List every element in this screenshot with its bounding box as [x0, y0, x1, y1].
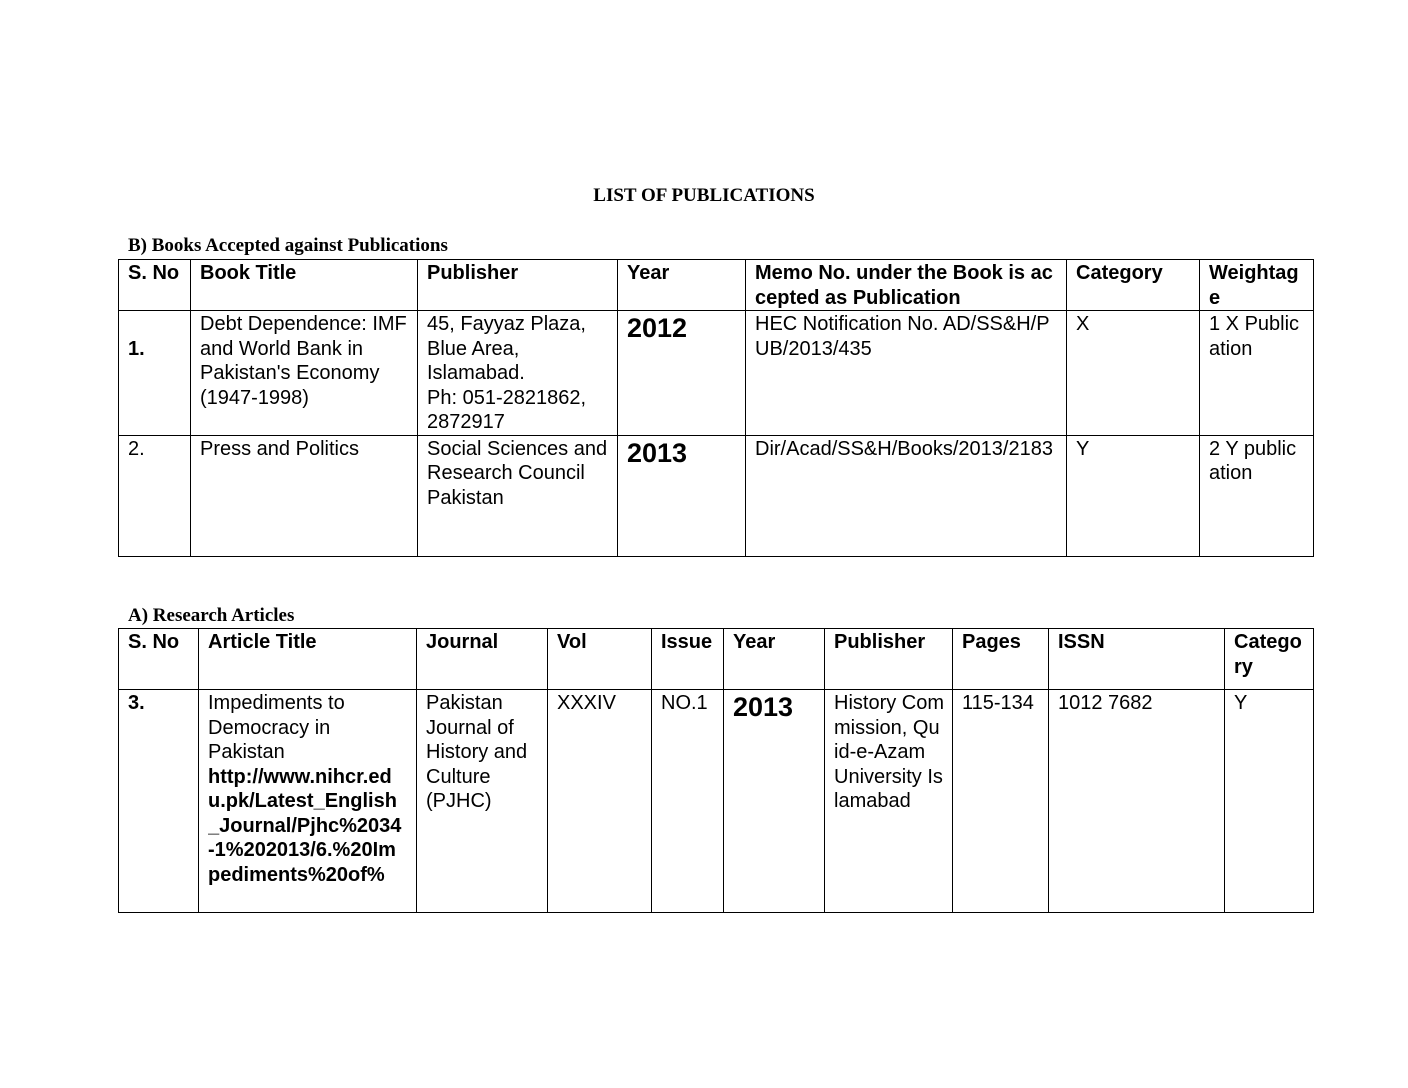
header-year: Year: [724, 629, 825, 690]
books-section-heading: B) Books Accepted against Publications: [128, 235, 448, 256]
articles-section-heading: A) Research Articles: [128, 605, 295, 626]
header-weightage: Weightage: [1200, 260, 1314, 311]
article-url-link[interactable]: http://www.nihcr.edu.pk/Latest_English_Journal/Pjhc%2034-1%202013/6.%20Impediments%20of%: [208, 765, 402, 886]
cell-category: Y: [1225, 690, 1314, 913]
header-book-title: Book Title: [191, 260, 418, 311]
header-category: Category: [1225, 629, 1314, 690]
article-title-text: Impediments to Democracy in Pakistan: [208, 692, 345, 763]
cell-publisher: [418, 311, 618, 436]
cell-category: X: [1067, 311, 1200, 436]
cell-year: 2013: [618, 435, 746, 556]
cell-sno: 3.: [119, 690, 199, 913]
cell-book-title: Debt Dependence: IMF and World Bank in Pakistan's Economy (1947-1998): [191, 311, 418, 436]
header-memo: Memo No. under the Book is accepted as Publication: [746, 260, 1067, 311]
page-title: LIST OF PUBLICATIONS: [593, 185, 815, 206]
cell-publisher: Social Sciences and Research Council Pakistan: [418, 435, 618, 556]
header-vol: Vol: [548, 629, 652, 690]
books-table: [118, 259, 1314, 557]
cell-weightage: 1 X Publication: [1200, 311, 1314, 436]
cell-issn: 1012 7682: [1049, 690, 1225, 913]
header-issue: Issue: [652, 629, 724, 690]
header-sno: S. No: [119, 260, 191, 311]
header-publisher: Publisher: [825, 629, 953, 690]
cell-year: 2012: [618, 311, 746, 436]
books-header-row: [119, 260, 1314, 311]
cell-year: 2013: [724, 690, 825, 913]
header-year: Year: [618, 260, 746, 311]
cell-publisher: History Commission, Quid-e-Azam University Islamabad: [825, 690, 953, 913]
table-row: [119, 435, 1314, 556]
cell-issue: NO.1: [652, 690, 724, 913]
header-article-title: Article Title: [199, 629, 417, 690]
articles-header-row: [119, 629, 1314, 690]
header-category: Category: [1067, 260, 1200, 311]
table-row: [119, 690, 1314, 913]
articles-table: [118, 628, 1314, 913]
cell-category: Y: [1067, 435, 1200, 556]
header-pages: Pages: [953, 629, 1049, 690]
cell-memo: Dir/Acad/SS&H/Books/2013/2183: [746, 435, 1067, 556]
publisher-address: 45, Fayyaz Plaza, Blue Area, Islamabad.: [427, 313, 586, 384]
cell-sno: 2.: [119, 435, 191, 556]
publisher-phone: Ph: 051-2821862, 2872917: [427, 386, 587, 433]
header-issn: ISSN: [1049, 629, 1225, 690]
cell-book-title: Press and Politics: [191, 435, 418, 556]
header-publisher: Publisher: [418, 260, 618, 311]
header-journal: Journal: [417, 629, 548, 690]
cell-article-title: [199, 690, 417, 913]
cell-sno: 1.: [119, 311, 191, 436]
cell-vol: XXXIV: [548, 690, 652, 913]
header-sno: S. No: [119, 629, 199, 690]
table-row: [119, 311, 1314, 436]
cell-pages: 115-134: [953, 690, 1049, 913]
cell-journal: Pakistan Journal of History and Culture (PJHC): [417, 690, 548, 913]
cell-weightage: 2 Y publication: [1200, 435, 1314, 556]
cell-memo: HEC Notification No. AD/SS&H/PUB/2013/435: [746, 311, 1067, 436]
